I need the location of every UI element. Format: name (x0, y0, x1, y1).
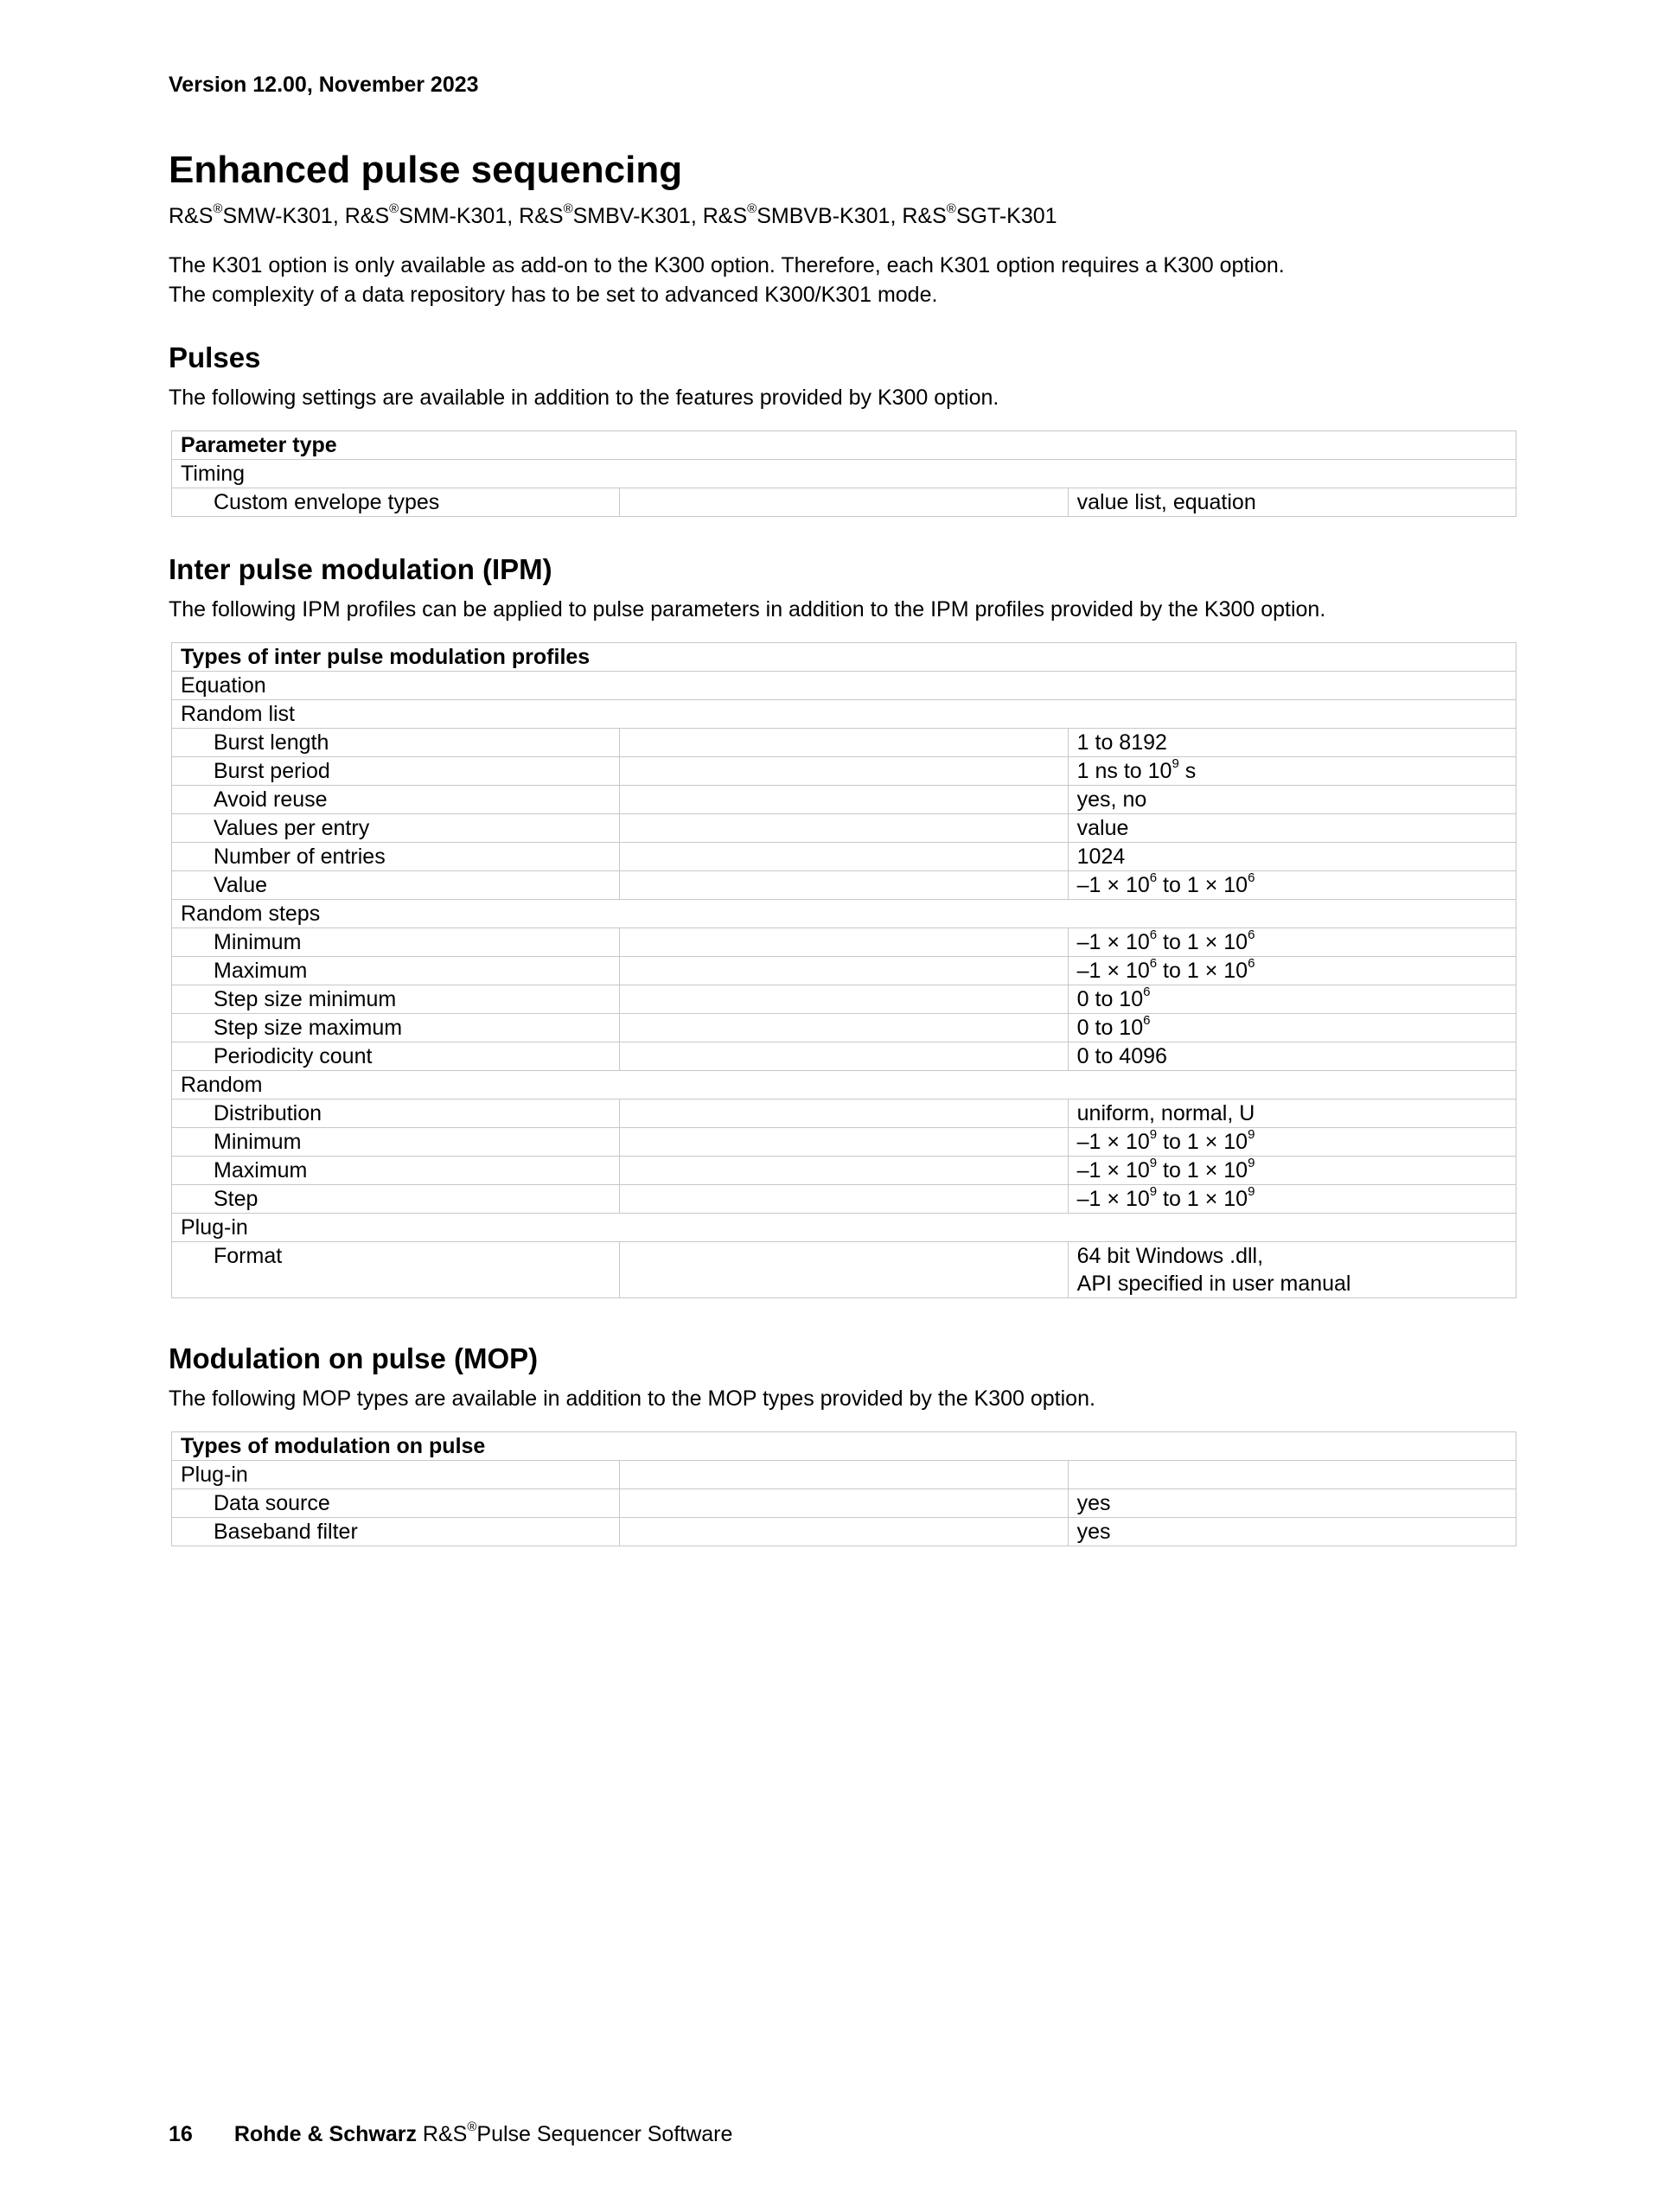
page-number: 16 (169, 2122, 193, 2146)
model-item: R&S®SMBV-K301, (519, 201, 703, 228)
row-value: yes (1068, 1489, 1516, 1518)
row-label: Custom envelope types (172, 488, 620, 517)
table-row (172, 957, 1516, 985)
ipm-description: The following IPM profiles can be applied to pulse parameters in addition to the IPM profiles provided by the K300 option. (169, 597, 1326, 622)
row-label: Value (172, 871, 620, 900)
model-item: R&S®SGT-K301 (902, 201, 1057, 228)
page-title: Enhanced pulse sequencing (169, 149, 683, 191)
row-label: Maximum (172, 1157, 620, 1185)
row-value: $-1 \times 10^6$ to $1 \times 10^6$ (1068, 957, 1516, 985)
table-group-row (172, 672, 1516, 700)
row-value: 0 to $10^6$ (1068, 985, 1516, 1014)
pulses-description: The following settings are available in addition to the features provided by K300 option. (169, 386, 999, 410)
group-label: Plug-in (172, 1461, 620, 1489)
table-group-row (172, 700, 1516, 729)
table-row (172, 1185, 1516, 1214)
row-label: Step size minimum (172, 985, 620, 1014)
table-row (172, 814, 1516, 843)
page-footer (169, 2119, 733, 2147)
row-empty-cell (620, 757, 1068, 786)
row-label: Minimum (172, 1128, 620, 1157)
row-value: uniform, normal, U (1068, 1100, 1516, 1128)
row-empty-cell (620, 1518, 1068, 1546)
row-value: 0 to $10^6$ (1068, 1014, 1516, 1042)
row-empty-cell (620, 786, 1068, 814)
table-row (172, 757, 1516, 786)
row-label: Burst period (172, 757, 620, 786)
row-value: 1 to 8192 (1068, 729, 1516, 757)
row-label: Data source (172, 1489, 620, 1518)
group-label: Random (172, 1071, 1516, 1100)
table-group-row (172, 1461, 1516, 1489)
intro-line: The K301 option is only available as add-on to the K300 option. Therefore, each K301 option requires a K300 option. (169, 253, 1285, 277)
table-row (172, 488, 1516, 517)
footer-registered-mark: ® (467, 2119, 477, 2134)
table-row (172, 1518, 1516, 1546)
row-empty-cell (620, 928, 1068, 957)
table-row (172, 1489, 1516, 1518)
version-header: Version 12.00, November 2023 (169, 73, 479, 97)
row-value: yes, no (1068, 786, 1516, 814)
table-row (172, 1128, 1516, 1157)
row-empty-cell (620, 957, 1068, 985)
row-label: Number of entries (172, 843, 620, 871)
row-label: Avoid reuse (172, 786, 620, 814)
section-heading-pulses: Pulses (169, 341, 261, 373)
table-row (172, 1014, 1516, 1042)
group-label: Plug-in (172, 1214, 1516, 1242)
table-row (172, 1100, 1516, 1128)
intro-text (169, 251, 1285, 309)
model-list (169, 201, 1057, 229)
table-header: Parameter type (172, 431, 1516, 460)
group-label: Timing (172, 460, 1516, 488)
ipm-table (171, 642, 1516, 1298)
row-label: Distribution (172, 1100, 620, 1128)
row-label: Values per entry (172, 814, 620, 843)
row-empty-cell (620, 1157, 1068, 1185)
row-empty-cell (620, 488, 1068, 517)
table-row (172, 786, 1516, 814)
row-value: $-1 \times 10^6$ to $1 \times 10^6$ (1068, 928, 1516, 957)
table-header: Types of modulation on pulse (172, 1432, 1516, 1461)
mop-table (171, 1431, 1516, 1546)
footer-brand: Rohde & Schwarz (233, 2122, 417, 2146)
table-row (172, 1042, 1516, 1071)
model-item: R&S®SMW-K301, (169, 201, 345, 228)
row-label: Step size maximum (172, 1014, 620, 1042)
row-value: value list, equation (1068, 488, 1516, 517)
pulses-table (171, 430, 1516, 517)
row-label: Burst length (172, 729, 620, 757)
row-value: 0 to 4096 (1068, 1042, 1516, 1071)
table-row (172, 1157, 1516, 1185)
footer-product: Pulse Sequencer Software (476, 2122, 733, 2146)
table-group-row (172, 1071, 1516, 1100)
table-row (172, 928, 1516, 957)
row-label: Baseband filter (172, 1518, 620, 1546)
row-empty-cell (620, 1185, 1068, 1214)
row-empty-cell (620, 1128, 1068, 1157)
table-row (172, 985, 1516, 1014)
row-value: value (1068, 814, 1516, 843)
row-label: Maximum (172, 957, 620, 985)
table-header-row (172, 643, 1516, 672)
row-empty-cell (620, 871, 1068, 900)
row-value: yes (1068, 1518, 1516, 1546)
table-row (172, 1242, 1516, 1298)
group-label: Random list (172, 700, 1516, 729)
row-label: Format (172, 1242, 620, 1298)
model-item: R&S®SMBVB-K301, (702, 201, 903, 228)
row-label: Step (172, 1185, 620, 1214)
table-row (172, 729, 1516, 757)
row-empty-cell (620, 1489, 1068, 1518)
table-row (172, 871, 1516, 900)
row-value: $-1 \times 10^9$ to $1 \times 10^9$ (1068, 1128, 1516, 1157)
row-value: $-1 \times 10^6$ to $1 \times 10^6$ (1068, 871, 1516, 900)
row-empty-cell (620, 1042, 1068, 1071)
row-value: 1 ns to $10^9$ s (1068, 757, 1516, 786)
row-empty-cell (620, 1461, 1068, 1489)
table-row (172, 843, 1516, 871)
table-header-row (172, 1432, 1516, 1461)
table-group-row (172, 900, 1516, 928)
row-empty-cell (620, 843, 1068, 871)
footer-product-prefix: R&S (416, 2122, 468, 2146)
row-value: $-1 \times 10^9$ to $1 \times 10^9$ (1068, 1185, 1516, 1214)
row-label: Minimum (172, 928, 620, 957)
row-empty-cell (620, 1100, 1068, 1128)
group-label: Random steps (172, 900, 1516, 928)
table-group-row (172, 1214, 1516, 1242)
model-item: R&S®SMM-K301, (344, 201, 520, 228)
table-header-row (172, 431, 1516, 460)
row-empty-cell (620, 729, 1068, 757)
row-empty-cell (620, 814, 1068, 843)
row-empty-cell (1068, 1461, 1516, 1489)
intro-line: The complexity of a data repository has to be set to advanced K300/K301 mode. (169, 283, 938, 307)
group-label: Equation (172, 672, 1516, 700)
mop-description: The following MOP types are available in addition to the MOP types provided by the K300 option. (169, 1386, 1095, 1411)
table-header: Types of inter pulse modulation profiles (172, 643, 1516, 672)
section-heading-mop: Modulation on pulse (MOP) (169, 1342, 539, 1374)
row-value-line: 64 bit Windows .dll, (1076, 1244, 1264, 1268)
table-group-row (172, 460, 1516, 488)
row-value (1068, 1242, 1516, 1298)
row-value: 1024 (1068, 843, 1516, 871)
row-value: $-1 \times 10^9$ to $1 \times 10^9$ (1068, 1157, 1516, 1185)
row-empty-cell (620, 985, 1068, 1014)
row-label: Periodicity count (172, 1042, 620, 1071)
row-empty-cell (620, 1242, 1068, 1298)
row-empty-cell (620, 1014, 1068, 1042)
section-heading-ipm: Inter pulse modulation (IPM) (169, 553, 552, 585)
row-value-line: API specified in user manual (1076, 1272, 1351, 1296)
